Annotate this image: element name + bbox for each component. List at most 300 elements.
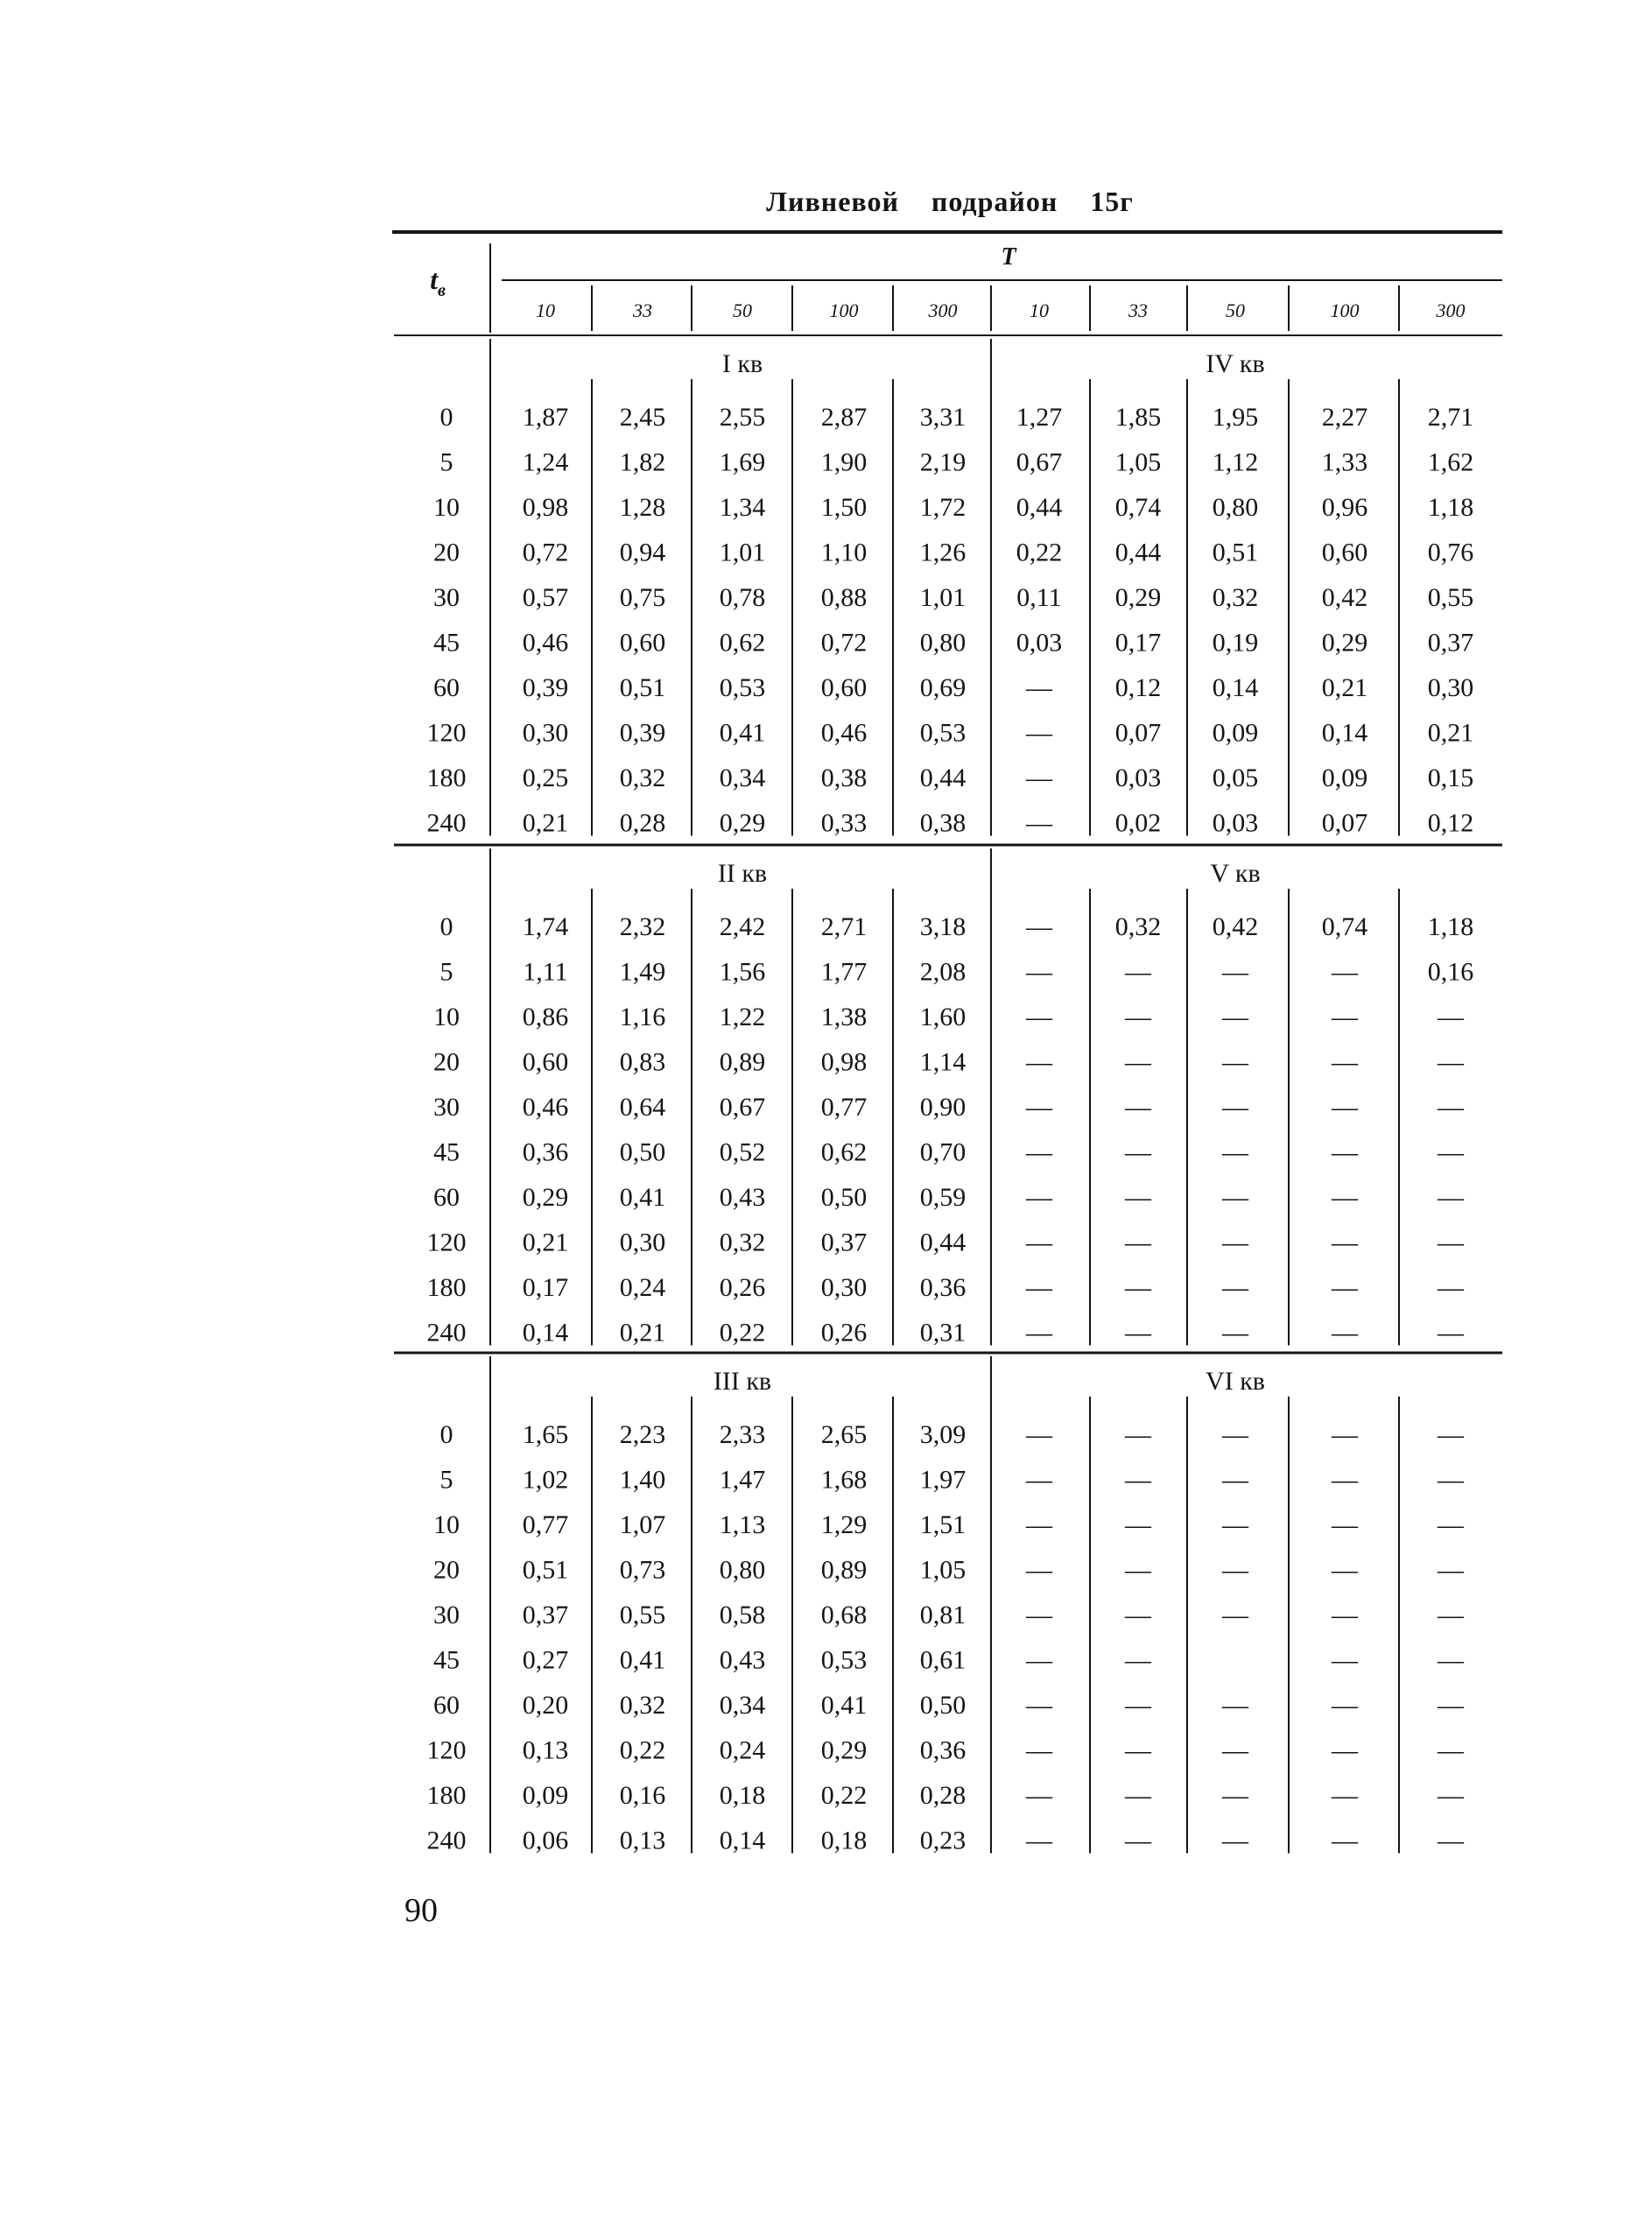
row-duration: 180 <box>426 764 467 792</box>
table-row <box>440 958 1474 987</box>
table-cell: 1,50 <box>820 493 868 522</box>
table-cell: 1,77 <box>820 957 868 987</box>
table-cell: — <box>1026 1273 1052 1302</box>
table-cell: 0,78 <box>719 583 766 612</box>
table-cell: — <box>1332 957 1358 987</box>
table-cell: — <box>1332 1555 1358 1585</box>
column-header: 50 <box>1226 299 1245 321</box>
table-cell: — <box>1438 1093 1464 1122</box>
table-cell: 0,13 <box>522 1735 569 1765</box>
table-row <box>427 1273 1466 1302</box>
table-row <box>427 1736 1466 1765</box>
quarter-label: III кв <box>713 1367 772 1396</box>
table-cell: 0,41 <box>719 718 766 748</box>
table-cell: 0,42 <box>1212 912 1259 941</box>
table-cell: 0,81 <box>919 1601 967 1629</box>
table-cell: 0,59 <box>919 1183 967 1212</box>
table-cell: 2,71 <box>820 912 868 941</box>
table-cell: 0,36 <box>919 1273 967 1302</box>
table-cell: — <box>1332 1183 1358 1212</box>
table-row <box>433 583 1473 612</box>
table-cell: 0,26 <box>719 1273 766 1302</box>
table-cell: 0,41 <box>619 1645 666 1675</box>
table-cell: 0,32 <box>1212 583 1259 612</box>
table-cell: 0,69 <box>919 673 967 702</box>
table-cell: 0,46 <box>820 718 868 748</box>
table-cell: — <box>1125 1781 1151 1810</box>
table-cell: — <box>1438 1420 1464 1449</box>
table-row <box>440 403 1474 432</box>
table-cell: — <box>1438 1273 1464 1302</box>
table-cell: — <box>1026 1826 1052 1855</box>
table-row <box>433 1003 1465 1031</box>
table-cell: 0,37 <box>522 1601 569 1629</box>
table-row <box>433 1601 1465 1629</box>
table-cell: 0,51 <box>522 1555 569 1585</box>
table-cell: 1,65 <box>522 1420 569 1449</box>
quarter-label: IV кв <box>1206 349 1265 378</box>
table-cell: 0,07 <box>1114 718 1162 748</box>
table-cell: 0,52 <box>719 1137 766 1167</box>
table-cell: 1,40 <box>619 1465 666 1495</box>
table-cell: — <box>1438 1047 1464 1077</box>
table-cell: 0,20 <box>522 1691 569 1720</box>
table-cell: 1,72 <box>919 493 967 522</box>
table-cell: — <box>1332 1601 1358 1629</box>
row-duration: 20 <box>433 538 460 567</box>
table-cell: 0,30 <box>619 1228 666 1257</box>
table-cell: — <box>1125 1420 1151 1449</box>
table-cell: 0,09 <box>1321 764 1368 792</box>
row-duration: 60 <box>433 1691 460 1720</box>
table-cell: 0,14 <box>719 1826 766 1855</box>
table-cell: 0,32 <box>1114 912 1162 941</box>
table-cell: — <box>1332 1826 1358 1855</box>
table-cell: 0,07 <box>1321 808 1368 838</box>
table-cell: 0,32 <box>619 764 666 792</box>
table-cell: 0,88 <box>820 583 868 612</box>
table-cell: 0,38 <box>820 764 868 792</box>
table-cell: — <box>1438 1645 1464 1675</box>
table-cell: 1,56 <box>719 957 766 987</box>
table-cell: — <box>1332 1273 1358 1302</box>
table-cell: — <box>1026 673 1052 702</box>
table-cell: 0,12 <box>1114 673 1162 702</box>
table-cell: 0,34 <box>719 1691 766 1720</box>
table-cell: 0,36 <box>522 1137 569 1167</box>
table-cell: 0,61 <box>919 1645 967 1675</box>
table-cell: 0,14 <box>1212 673 1259 702</box>
table-block <box>427 339 1474 838</box>
table-cell: 0,76 <box>1427 538 1474 567</box>
table-cell: — <box>1125 1691 1151 1720</box>
table-cell: 1,10 <box>820 538 868 567</box>
table-cell: 0,41 <box>619 1183 666 1212</box>
column-header: 33 <box>1128 299 1148 321</box>
table-cell: — <box>1026 764 1052 792</box>
row-duration: 60 <box>433 1183 460 1212</box>
table-cell: 0,62 <box>719 628 766 658</box>
table-row <box>433 1691 1465 1720</box>
table-cell: 0,24 <box>619 1273 666 1302</box>
table-cell: 0,30 <box>1427 673 1474 702</box>
table-cell: — <box>1332 1510 1358 1539</box>
table-cell: 1,02 <box>522 1465 569 1495</box>
table-cell: 0,44 <box>919 1228 967 1257</box>
table-cell: 0,94 <box>619 538 666 567</box>
table-cell: — <box>1026 1183 1052 1212</box>
table-cell: — <box>1332 1420 1358 1449</box>
table-cell: 0,60 <box>820 673 868 702</box>
table-row <box>440 448 1474 477</box>
table-cell: 1,05 <box>1114 447 1162 477</box>
table-cell: 1,01 <box>919 583 967 612</box>
table-cell: — <box>1332 1318 1358 1348</box>
table-cell: 0,44 <box>919 764 967 792</box>
table-cell: 1,74 <box>522 912 569 941</box>
table-cell: — <box>1026 1318 1052 1348</box>
table-cell: 0,32 <box>719 1228 766 1257</box>
table-cell: — <box>1125 1826 1151 1855</box>
row-duration: 240 <box>426 1318 467 1348</box>
table-cell: 0,16 <box>619 1781 666 1810</box>
column-group-header: T <box>1001 243 1016 271</box>
table-cell: — <box>1125 1555 1151 1585</box>
table-cell: — <box>1438 1781 1464 1810</box>
table-cell: — <box>1026 808 1052 838</box>
table-cell: 0,34 <box>719 764 766 792</box>
table-cell: 3,18 <box>919 912 967 941</box>
table-cell: 0,73 <box>619 1555 666 1585</box>
table-cell: — <box>1438 1510 1464 1539</box>
table-cell: 0,18 <box>719 1781 766 1810</box>
table-cell: — <box>1438 1601 1464 1629</box>
table-cell: — <box>1222 957 1248 987</box>
table-cell: — <box>1125 1318 1151 1348</box>
table-cell: 1,90 <box>820 447 868 477</box>
table-cell: 1,60 <box>919 1003 967 1031</box>
table-cell: 0,43 <box>719 1645 766 1675</box>
table-cell: 0,67 <box>1016 447 1063 477</box>
table-cell: — <box>1026 1691 1052 1720</box>
table-cell: 0,15 <box>1427 764 1474 792</box>
table-cell: 1,82 <box>619 447 666 477</box>
table-cell: 2,33 <box>719 1420 766 1449</box>
table-cell: — <box>1332 1645 1358 1675</box>
table-cell: — <box>1026 1465 1052 1495</box>
row-duration: 120 <box>426 1735 467 1765</box>
row-duration: 180 <box>426 1781 467 1810</box>
column-header: 50 <box>733 299 752 321</box>
table-cell: — <box>1125 1510 1151 1539</box>
table-cell: 1,24 <box>522 447 569 477</box>
table-cell: 0,17 <box>522 1273 569 1302</box>
table-cell: 0,14 <box>1321 718 1368 748</box>
table-cell: — <box>1438 1735 1464 1765</box>
table-cell: 0,77 <box>522 1510 569 1539</box>
table-row <box>433 1510 1465 1539</box>
row-duration: 30 <box>433 1093 460 1122</box>
table-cell: 0,38 <box>919 808 967 838</box>
table-row <box>427 809 1474 838</box>
row-duration: 10 <box>433 493 460 522</box>
table-cell: — <box>1222 1137 1248 1167</box>
table-cell: 0,18 <box>820 1826 868 1855</box>
table-cell: 0,51 <box>1212 538 1259 567</box>
table-cell: 0,42 <box>1321 583 1368 612</box>
table-cell: — <box>1222 1047 1248 1077</box>
table-cell: — <box>1438 1465 1464 1495</box>
table-cell: — <box>1026 1645 1052 1675</box>
table-cell: 2,08 <box>919 957 967 987</box>
table-cell: — <box>1125 1735 1151 1765</box>
table-cell: — <box>1222 1735 1248 1765</box>
row-duration: 0 <box>439 1420 453 1449</box>
row-duration: 10 <box>433 1510 460 1539</box>
table-cell: 0,02 <box>1114 808 1162 838</box>
table-cell: 0,41 <box>820 1691 868 1720</box>
table-body <box>394 339 1502 1855</box>
table-cell: 1,68 <box>820 1465 868 1495</box>
table-cell: 0,29 <box>1114 583 1162 612</box>
table-row <box>433 493 1473 522</box>
table-cell: — <box>1332 1228 1358 1257</box>
table-cell: 0,70 <box>919 1137 967 1167</box>
table-cell: 1,87 <box>522 403 569 432</box>
table-cell: — <box>1125 1645 1151 1675</box>
table-cell: — <box>1438 1555 1464 1585</box>
table-cell: 0,44 <box>1114 538 1162 567</box>
table-cell: — <box>1125 1228 1151 1257</box>
table-cell: 1,27 <box>1016 403 1063 432</box>
table-cell: 0,86 <box>522 1003 569 1031</box>
table-row <box>433 1556 1465 1585</box>
row-duration: 180 <box>426 1273 467 1302</box>
table-row <box>440 1466 1466 1495</box>
table-cell: — <box>1222 1093 1248 1122</box>
table-cell: 0,53 <box>919 718 967 748</box>
row-duration: 0 <box>439 403 453 432</box>
table-cell: 1,26 <box>919 538 967 567</box>
table-cell: 0,53 <box>719 673 766 702</box>
table-cell: 0,55 <box>619 1601 666 1629</box>
table-cell: 2,42 <box>719 912 766 941</box>
table-row <box>427 1319 1466 1348</box>
table-cell: — <box>1222 1003 1248 1031</box>
row-duration: 120 <box>426 718 467 748</box>
table-cell: 0,36 <box>919 1735 967 1765</box>
table-cell: 1,12 <box>1212 447 1259 477</box>
table-cell: 0,43 <box>719 1183 766 1212</box>
table-cell: 0,68 <box>820 1601 868 1629</box>
table-cell: 0,29 <box>719 808 766 838</box>
column-header: 300 <box>1436 299 1466 321</box>
table-cell: 0,98 <box>820 1047 868 1077</box>
table-cell: 0,96 <box>1321 493 1368 522</box>
table-cell: 0,62 <box>820 1137 868 1167</box>
table-cell: — <box>1026 1137 1052 1167</box>
table-cell: 0,30 <box>522 718 569 748</box>
column-headers <box>536 285 1466 331</box>
row-duration: 60 <box>433 673 460 702</box>
table-cell: 0,21 <box>1427 718 1474 748</box>
table-cell: 0,50 <box>619 1137 666 1167</box>
table-cell: 1,29 <box>820 1510 868 1539</box>
table-cell: 1,69 <box>719 447 766 477</box>
table-cell: 0,32 <box>619 1691 666 1720</box>
table-cell: — <box>1438 1691 1464 1720</box>
table-cell: — <box>1026 1781 1052 1810</box>
column-header: 10 <box>1030 299 1049 321</box>
row-duration: 240 <box>426 808 467 838</box>
row-duration: 5 <box>439 447 453 477</box>
table-cell: — <box>1222 1555 1248 1585</box>
table-cell: 0,72 <box>820 628 868 658</box>
row-duration: 20 <box>433 1555 460 1585</box>
table-cell: 0,21 <box>522 808 569 838</box>
table-cell: — <box>1026 1093 1052 1122</box>
table-cell: 2,19 <box>919 447 967 477</box>
table-cell: — <box>1438 1826 1464 1855</box>
table-cell: 0,50 <box>820 1183 868 1212</box>
table-row <box>427 1781 1466 1810</box>
table-cell: 0,64 <box>619 1093 666 1122</box>
table-cell: 1,18 <box>1427 912 1474 941</box>
table-cell: 2,65 <box>820 1420 868 1449</box>
table-cell: 0,28 <box>619 808 666 838</box>
table-cell: 1,13 <box>719 1510 766 1539</box>
table-cell: — <box>1026 957 1052 987</box>
table-cell: — <box>1125 1093 1151 1122</box>
table-cell: 0,03 <box>1212 808 1259 838</box>
table-cell: 1,95 <box>1212 403 1259 432</box>
table-cell: — <box>1026 1047 1052 1077</box>
table-cell: 2,32 <box>619 912 666 941</box>
row-duration: 240 <box>426 1826 467 1855</box>
table-cell: 0,89 <box>719 1047 766 1077</box>
table-cell: 2,27 <box>1321 403 1368 432</box>
table-cell: 1,16 <box>619 1003 666 1031</box>
table-cell: 0,80 <box>719 1555 766 1585</box>
column-header: 100 <box>829 299 859 321</box>
table-cell: 0,89 <box>820 1555 868 1585</box>
table-cell: 0,39 <box>522 673 569 702</box>
table-cell: — <box>1438 1003 1464 1031</box>
table-cell: — <box>1026 1510 1052 1539</box>
table-cell: 0,03 <box>1114 764 1162 792</box>
table-cell: — <box>1222 1601 1248 1629</box>
column-header: 100 <box>1330 299 1360 321</box>
table-cell: 0,55 <box>1427 583 1474 612</box>
row-header-label: $t_в$ <box>430 264 446 300</box>
table-cell: 0,37 <box>820 1228 868 1257</box>
table-cell: 0,26 <box>820 1318 868 1348</box>
table-cell: 0,51 <box>619 673 666 702</box>
table-cell: 0,67 <box>719 1093 766 1122</box>
table-cell: 2,23 <box>619 1420 666 1449</box>
table-cell: 3,09 <box>919 1420 967 1449</box>
row-duration: 45 <box>433 1645 460 1675</box>
table-cell: 0,21 <box>1321 673 1368 702</box>
table-cell: 0,12 <box>1427 808 1474 838</box>
table-cell: 1,49 <box>619 957 666 987</box>
table-cell: 0,29 <box>522 1183 569 1212</box>
table-cell: 1,62 <box>1427 447 1474 477</box>
table-cell: — <box>1026 912 1052 941</box>
table-row <box>433 673 1473 702</box>
table-cell: 0,60 <box>619 628 666 658</box>
page-title: Ливневой подрайон 15г <box>766 186 1134 217</box>
row-duration: 45 <box>433 1137 460 1167</box>
table-cell: 0,17 <box>1114 628 1162 658</box>
table-cell: — <box>1438 1318 1464 1348</box>
table-cell: — <box>1026 1601 1052 1629</box>
column-header: 300 <box>928 299 958 321</box>
table-cell: 1,22 <box>719 1003 766 1031</box>
table-cell: 0,22 <box>719 1318 766 1348</box>
table-cell: 0,24 <box>719 1735 766 1765</box>
table-cell: 0,50 <box>919 1691 967 1720</box>
table-cell: — <box>1332 1003 1358 1031</box>
quarter-label: V кв <box>1210 859 1261 888</box>
table-cell: 0,13 <box>619 1826 666 1855</box>
table-cell: 0,29 <box>1321 628 1368 658</box>
table-cell: 2,55 <box>719 403 766 432</box>
table-cell: — <box>1222 1826 1248 1855</box>
table-cell: 0,09 <box>522 1781 569 1810</box>
page-number: 90 <box>404 1892 438 1929</box>
table-cell: 0,46 <box>522 1093 569 1122</box>
table-cell: — <box>1026 718 1052 748</box>
table-cell: — <box>1026 1555 1052 1585</box>
row-duration: 10 <box>433 1003 460 1031</box>
table-cell: 1,28 <box>619 493 666 522</box>
row-duration: 0 <box>439 912 453 941</box>
table-row <box>440 912 1474 941</box>
table-cell: 0,37 <box>1427 628 1474 658</box>
table-cell: 0,57 <box>522 583 569 612</box>
table-cell: — <box>1222 1183 1248 1212</box>
table-cell: — <box>1332 1781 1358 1810</box>
table-cell: 3,31 <box>919 403 967 432</box>
table-cell: 0,03 <box>1016 628 1063 658</box>
table-cell: 0,98 <box>522 493 569 522</box>
table-cell: — <box>1222 1273 1248 1302</box>
table-cell: 1,07 <box>619 1510 666 1539</box>
table-cell: 0,29 <box>820 1735 868 1765</box>
table-cell: — <box>1222 1510 1248 1539</box>
table-cell: 0,21 <box>522 1228 569 1257</box>
table-row <box>433 1646 1465 1675</box>
table-cell: 0,80 <box>1212 493 1259 522</box>
table-cell: — <box>1125 1137 1151 1167</box>
table-cell: 0,39 <box>619 718 666 748</box>
table-cell: 0,60 <box>522 1047 569 1077</box>
table-cell: 0,19 <box>1212 628 1259 658</box>
table-cell: 0,23 <box>919 1826 967 1855</box>
table-cell: 0,11 <box>1016 583 1062 612</box>
table-cell: — <box>1125 1273 1151 1302</box>
table-cell: — <box>1026 1228 1052 1257</box>
table-cell: — <box>1125 1183 1151 1212</box>
table-row <box>433 538 1473 567</box>
table-cell: — <box>1125 1601 1151 1629</box>
table-cell: 0,90 <box>919 1093 967 1122</box>
table-row <box>427 764 1474 792</box>
table-row <box>433 1048 1465 1077</box>
table-row <box>427 1826 1466 1855</box>
table-cell: 1,38 <box>820 1003 868 1031</box>
